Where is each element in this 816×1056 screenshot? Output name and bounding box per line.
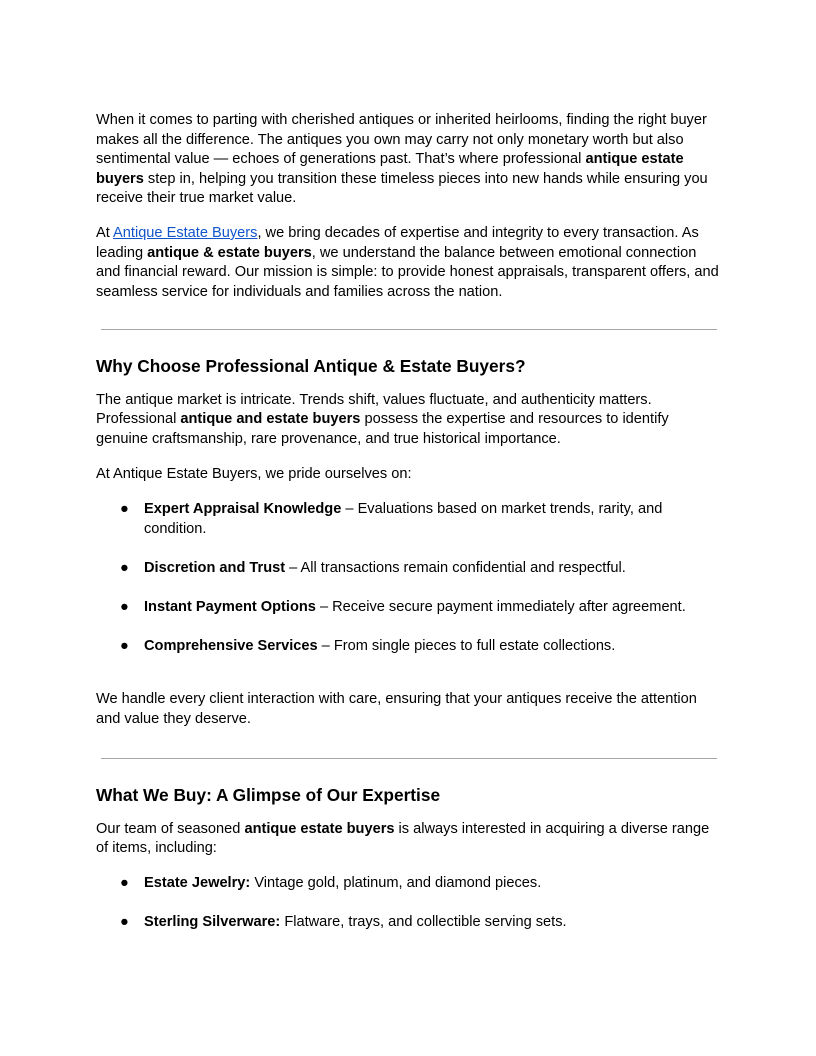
what-text: is always interested in acquiring a diverse range of items, including: [96, 820, 710, 856]
list-item-text: – From single pieces to full estate collections. [317, 637, 616, 654]
keyword-bold: antique estate buyers [96, 151, 684, 187]
why-paragraph-2: At Antique Estate Buyers, we pride ourselves on: [96, 465, 412, 482]
bullet-icon: ● [120, 875, 129, 891]
what-paragraph-1 [96, 820, 720, 859]
bullet-icon: ● [120, 559, 129, 576]
why-paragraph-1 [96, 391, 720, 450]
list-item-title: Sterling Silverware: [144, 914, 281, 930]
list-item [96, 598, 720, 618]
list-item-title: Discretion and Trust [144, 559, 286, 576]
list-item [96, 500, 720, 539]
list-item-title: Comprehensive Services [144, 637, 318, 654]
list-item-text: Flatware, trays, and collectible serving sets. [280, 914, 567, 930]
intro-paragraph-1 [96, 111, 720, 209]
intro-text: When it comes to parting with cherished antiques or inherited heirlooms, finding the right buyer makes all the difference. The antiques you own may carry not only monetary worth but also sentimental value — echoes of generations past. That’s where professional [96, 112, 707, 167]
intro-paragraph-2 [96, 224, 720, 302]
why-choose-heading: Why Choose Professional Antique & Estate Buyers? [96, 356, 526, 376]
antique-estate-buyers-link[interactable]: Antique Estate Buyers [113, 225, 258, 241]
keyword-bold: antique & estate buyers [147, 244, 312, 261]
list-item-text: – All transactions remain confidential and respectful. [285, 559, 626, 576]
list-item [96, 913, 720, 933]
list-item-text: – Evaluations based on market trends, rarity, and condition. [144, 501, 663, 537]
keyword-bold: antique and estate buyers [180, 411, 361, 427]
bullet-icon: ● [120, 914, 129, 930]
bullet-icon: ● [120, 598, 129, 615]
list-item [96, 637, 720, 657]
list-item-title: Estate Jewelry: [144, 875, 251, 891]
why-text: The antique market is intricate. Trends shift, values fluctuate, and authenticity matters. Professional [96, 391, 652, 427]
section-divider [101, 758, 717, 759]
bullet-icon: ● [120, 637, 129, 654]
items-list [96, 874, 720, 933]
why-text: possess the expertise and resources to identify genuine craftsmanship, rare provenance, and true historical importance. [96, 411, 669, 447]
intro-text: , we bring decades of expertise and integrity to every transaction. As leading [96, 225, 699, 261]
list-item [96, 559, 720, 579]
keyword-bold: antique estate buyers [244, 820, 395, 837]
list-item-title: Expert Appraisal Knowledge [144, 501, 342, 517]
intro-text: step in, helping you transition these timeless pieces into new hands while ensuring you receive their true market value. [96, 170, 708, 206]
what-we-buy-heading: What We Buy: A Glimpse of Our Expertise [96, 785, 441, 805]
bullet-icon: ● [120, 501, 129, 517]
why-paragraph-3: We handle every client interaction with care, ensuring that your antiques receive the attention and value they deserve. [96, 691, 697, 727]
list-item-title: Instant Payment Options [144, 598, 316, 615]
document-body [96, 111, 720, 933]
benefits-list [96, 500, 720, 656]
intro-text: At [96, 225, 114, 241]
section-divider [101, 329, 717, 330]
list-item-text: Vintage gold, platinum, and diamond pieces. [250, 875, 542, 891]
list-item [96, 874, 720, 894]
list-item-text: – Receive secure payment immediately after agreement. [315, 598, 686, 615]
intro-text: , we understand the balance between emotional connection and financial reward. Our mission is simple: to provide honest appraisals, transparent offers, and seamless service for individuals and families across the nation. [96, 244, 719, 300]
what-text: Our team of seasoned [96, 820, 245, 837]
